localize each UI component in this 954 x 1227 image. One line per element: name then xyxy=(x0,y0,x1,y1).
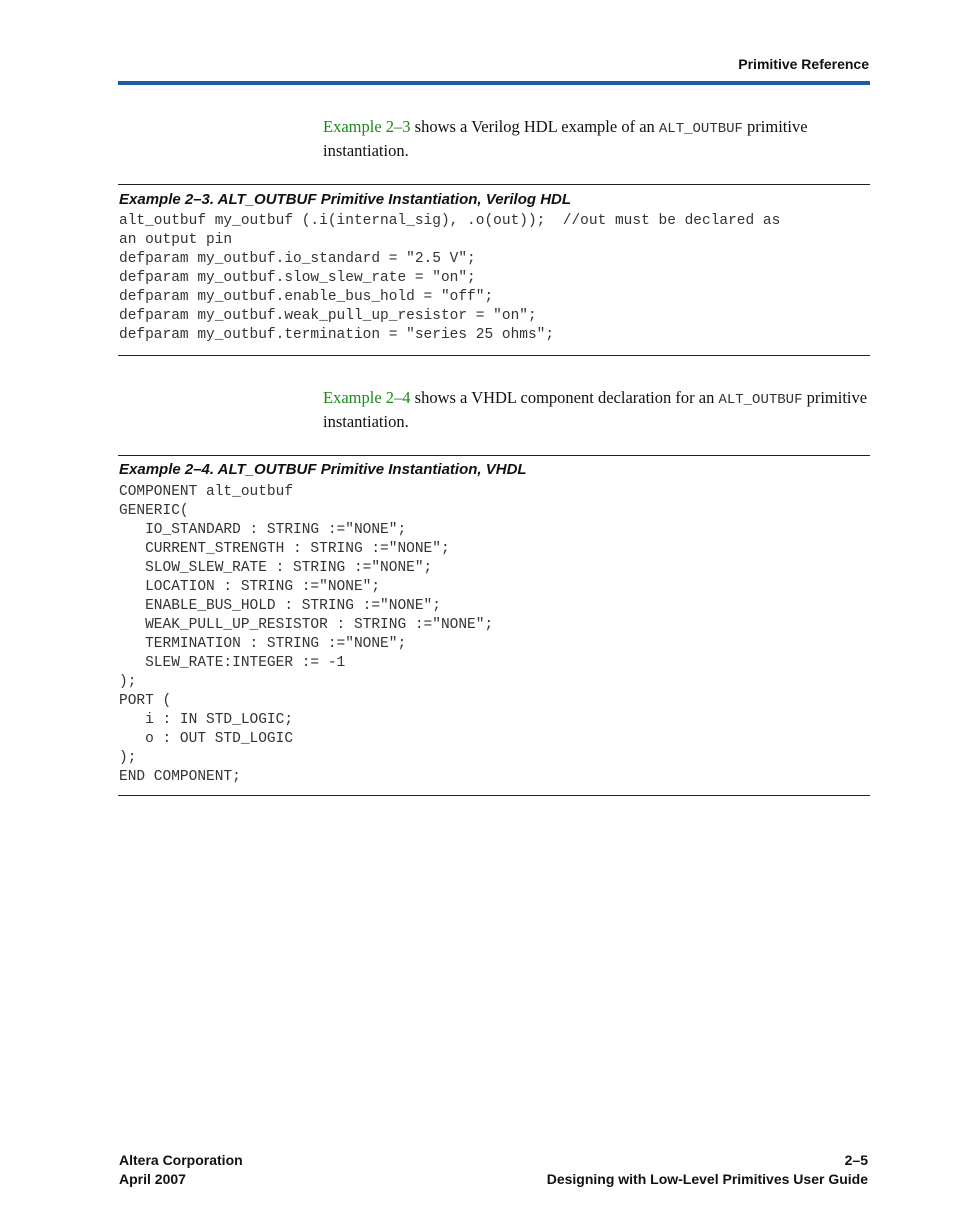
example4-top-rule xyxy=(118,455,870,456)
example-2-4-link[interactable]: Example 2–4 xyxy=(323,388,411,407)
example3-code-block: alt_outbuf my_outbuf (.i(internal_sig), .o(out)); //out must be declared as an output pin defparam my_outbuf.io_standard = "2.5 V"; defparam my_outbuf.slow_slew_rate = "on"; defparam my_outbuf.enable_bus_hold = "off"; defparam my_outbuf.weak_pull_up_resistor = "on"; defparam my_outbuf.termination = "series 25 ohms"; xyxy=(119,213,781,343)
example3-bottom-rule xyxy=(118,355,870,356)
header-rule xyxy=(118,81,870,85)
footer-page-number: 2–5 xyxy=(844,1152,868,1168)
intro2-text-end: primitive instantiation. xyxy=(323,388,868,431)
footer-left xyxy=(119,1151,243,1189)
intro-paragraph-vhdl xyxy=(323,387,871,432)
intro1-code: ALT_OUTBUF xyxy=(658,121,743,137)
intro2-code: ALT_OUTBUF xyxy=(718,392,803,408)
example3-title: Example 2–3. ALT_OUTBUF Primitive Instantiation, Verilog HDL xyxy=(119,191,572,208)
example4-code-block: COMPONENT alt_outbuf GENERIC( IO_STANDARD : STRING :="NONE"; CURRENT_STRENGTH : STRING :="NONE"; SLOW_SLEW_RATE : STRING :="NONE"; LOCATION : STRING :="NONE"; ENABLE_BUS_HOLD : STRING :="NONE"; WEAK_PULL_UP_RESISTOR : STRING :="NONE"; TERMINATION : STRING :="NONE"; SLEW_RATE:INTEGER := -1 ); PORT ( i : IN STD_LOGIC; o : OUT STD_LOGIC ); END COMPONENT; xyxy=(119,484,494,785)
intro-paragraph-verilog xyxy=(323,116,871,161)
example3-top-rule xyxy=(118,184,870,185)
example4-title: Example 2–4. ALT_OUTBUF Primitive Instantiation, VHDL xyxy=(119,461,527,478)
intro1-text: shows a Verilog HDL example of an xyxy=(410,117,659,136)
footer-right xyxy=(547,1151,868,1189)
example-2-3-link[interactable]: Example 2–3 xyxy=(323,117,411,136)
footer-company: Altera Corporation xyxy=(119,1152,243,1168)
intro2-text: shows a VHDL component declaration for an xyxy=(410,388,719,407)
intro1-text-end: primitive instantiation. xyxy=(323,117,808,160)
running-header: Primitive Reference xyxy=(738,56,869,72)
footer-guide-title: Designing with Low-Level Primitives User Guide xyxy=(546,1171,868,1187)
example4-bottom-rule xyxy=(118,795,870,796)
footer-date: April 2007 xyxy=(119,1171,186,1187)
